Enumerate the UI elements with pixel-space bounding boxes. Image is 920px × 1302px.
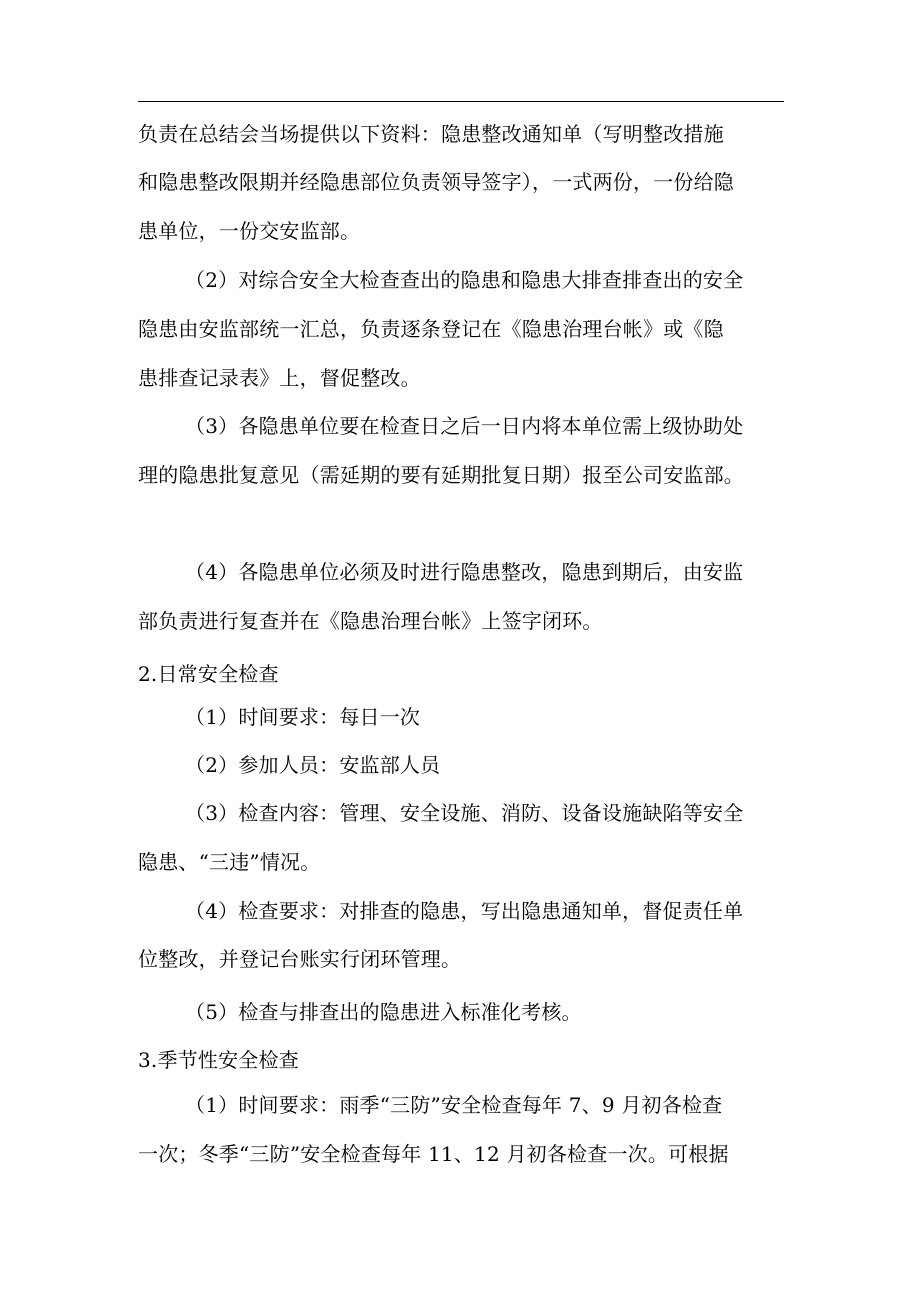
text-line: 隐患由安监部统一汇总，负责逐条登记在《隐患治理台帐》或《隐 xyxy=(138,317,724,341)
text-line: 和隐患整改限期并经隐患部位负责领导签字），一式两份，一份给隐 xyxy=(138,170,734,194)
section-heading: 2.日常安全检查 xyxy=(138,662,279,686)
text-line: （3）检查内容：管理、安全设施、消防、设备设施缺陷等安全 xyxy=(185,801,744,825)
text-line: 理的隐患批复意见（需延期的要有延期批复日期）报至公司安监部。 xyxy=(138,463,744,487)
text-line: （2）对综合安全大检查查出的隐患和隐患大排查排查出的安全 xyxy=(185,268,744,292)
header-rule xyxy=(138,101,784,102)
text-line: 隐患、“三违”情况。 xyxy=(138,850,321,874)
text-line: 患排查记录表》上，督促整改。 xyxy=(138,366,421,390)
section-heading: 3.季节性安全检查 xyxy=(138,1048,299,1072)
text-line: （1）时间要求：每日一次 xyxy=(185,705,421,729)
text-line: （3）各隐患单位要在检查日之后一日内将本单位需上级协助处 xyxy=(185,414,744,438)
text-line: （4）检查要求：对排查的隐患，写出隐患通知单，督促责任单 xyxy=(185,899,744,923)
text-line: （2）参加人员：安监部人员 xyxy=(185,753,441,777)
text-line: （1）时间要求：雨季“三防”安全检查每年 7、9 月初各检查 xyxy=(185,1093,723,1117)
text-line: 部负责进行复查并在《隐患治理台帐》上签字闭环。 xyxy=(138,609,603,633)
text-line: 位整改，并登记台账实行闭环管理。 xyxy=(138,947,462,971)
text-line: 一次；冬季“三防”安全检查每年 11、12 月初各检查一次。可根据 xyxy=(138,1142,729,1166)
text-line: （4）各隐患单位必须及时进行隐患整改，隐患到期后，由安监 xyxy=(185,560,744,584)
text-line: 负责在总结会当场提供以下资料：隐患整改通知单（写明整改措施 xyxy=(138,122,724,146)
text-line: 患单位，一份交安监部。 xyxy=(138,219,361,243)
text-line: （5）检查与排查出的隐患进入标准化考核。 xyxy=(185,1000,582,1024)
